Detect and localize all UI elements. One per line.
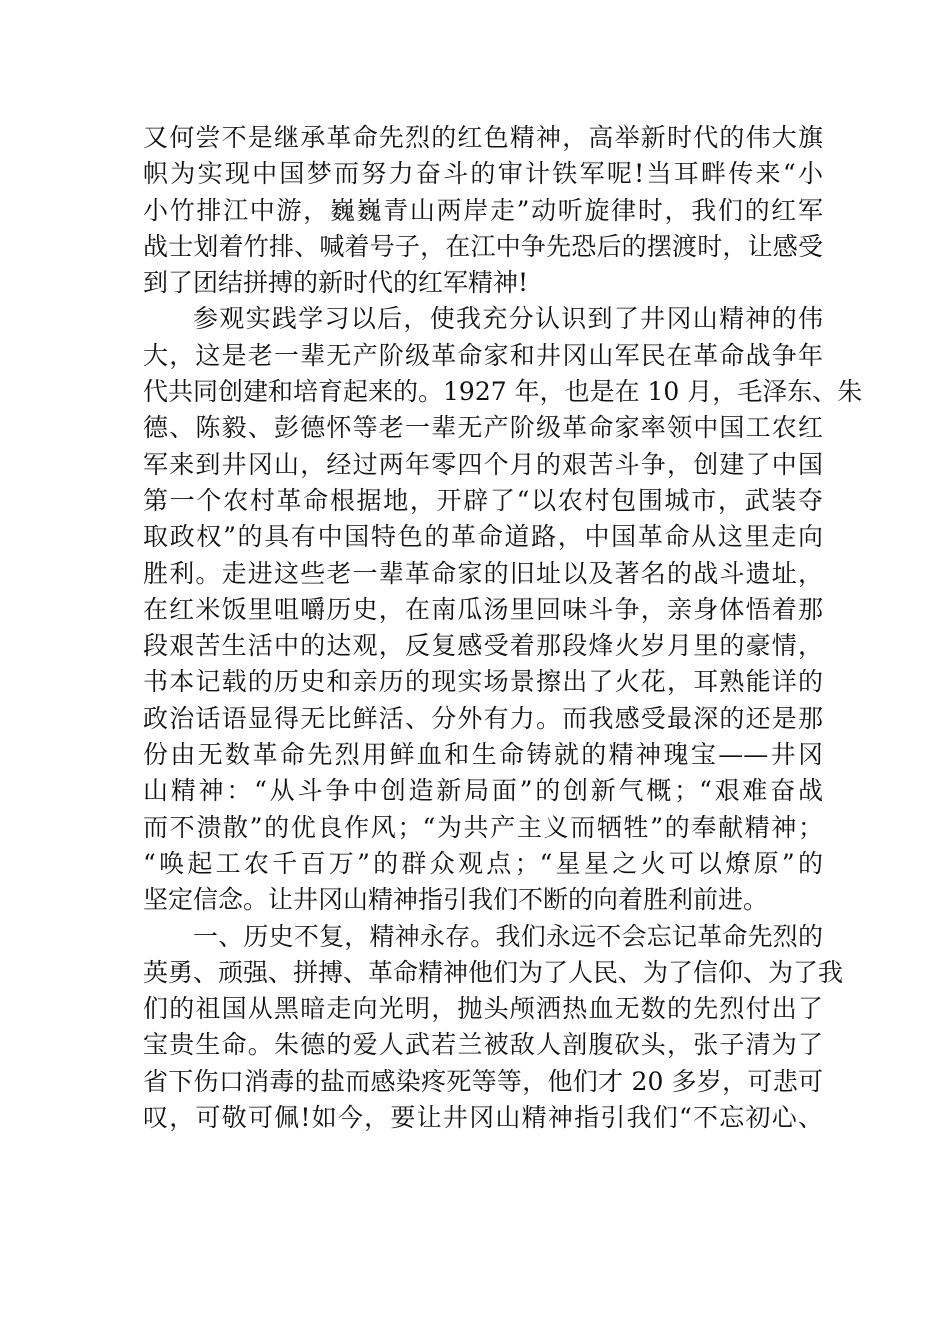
- text-line: 政治话语显得无比鲜活、分外有力。而我感受最深的还是那: [143, 703, 823, 733]
- text-line: 德、陈毅、彭德怀等老一辈无产阶级革命家率领中国工农红: [143, 413, 823, 443]
- text-line: 坚定信念。让井冈山精神指引我们不断的向着胜利前进。: [143, 885, 769, 915]
- text-line: 叹，可敬可佩!如今，要让井冈山精神指引我们“不忘初心、: [143, 1103, 823, 1133]
- text-line: 省下伤口消毒的盐而感染疼死等等，他们才 20 多岁，可悲可: [143, 1066, 823, 1096]
- text-line: 到了团结拼搏的新时代的红军精神!: [143, 268, 529, 298]
- text-line: 战士划着竹排、喊着号子，在江中争先恐后的摆渡时，让感受: [143, 231, 823, 261]
- text-line: 胜利。走进这些老一辈革命家的旧址以及著名的战斗遗址，: [143, 558, 823, 588]
- text-line: 书本记载的历史和亲历的现实场景擦出了火花，耳熟能详的: [143, 667, 823, 697]
- text-line: 份由无数革命先烈用鲜血和生命铸就的精神瑰宝——井冈: [143, 740, 823, 770]
- text-line: 而不溃散”的优良作风；“为共产主义而牺牲”的奉献精神；: [143, 812, 823, 842]
- body-text: [143, 120, 863, 1136]
- text-line: 又何尝不是继承革命先烈的红色精神，高举新时代的伟大旗: [143, 123, 823, 152]
- text-line: 山精神：“从斗争中创造新局面”的创新气概；“艰难奋战: [143, 776, 823, 806]
- text-line: 小竹排江中游，巍巍青山两岸走”动听旋律时，我们的红军: [143, 195, 823, 225]
- text-line: 一、历史不复，精神永存。我们永远不会忘记革命先烈的: [193, 921, 823, 951]
- text-line: 代共同创建和培育起来的。1927 年，也是在 10 月，毛泽东、朱: [143, 377, 863, 407]
- text-line: 宝贵生命。朱德的爱人武若兰被敌人剖腹砍头，张子清为了: [143, 1030, 823, 1060]
- text-line: 参观实践学习以后，使我充分认识到了井冈山精神的伟: [193, 304, 823, 334]
- text-line: 第一个农村革命根据地，开辟了“以农村包围城市，武装夺: [143, 485, 823, 515]
- text-line: 军来到井冈山，经过两年零四个月的艰苦斗争，创建了中国: [143, 449, 823, 479]
- text-line: 帜为实现中国梦而努力奋斗的审计铁军呢!当耳畔传来“小: [143, 159, 823, 189]
- text-line: “唤起工农千百万”的群众观点；“星星之火可以燎原”的: [143, 848, 823, 878]
- text-line: 们的祖国从黑暗走向光明，抛头颅洒热血无数的先烈付出了: [143, 994, 823, 1024]
- text-line: 大，这是老一辈无产阶级革命家和井冈山军民在革命战争年: [143, 340, 823, 370]
- text-line: 英勇、顽强、拼搏、革命精神他们为了人民、为了信仰、为了我: [143, 957, 844, 987]
- text-line: 取政权”的具有中国特色的革命道路，中国革命从这里走向: [143, 522, 823, 552]
- text-line: 段艰苦生活中的达观，反复感受着那段烽火岁月里的豪情，: [143, 631, 823, 661]
- text-line: 在红米饭里咀嚼历史，在南瓜汤里回味斗争，亲身体悟着那: [143, 594, 823, 624]
